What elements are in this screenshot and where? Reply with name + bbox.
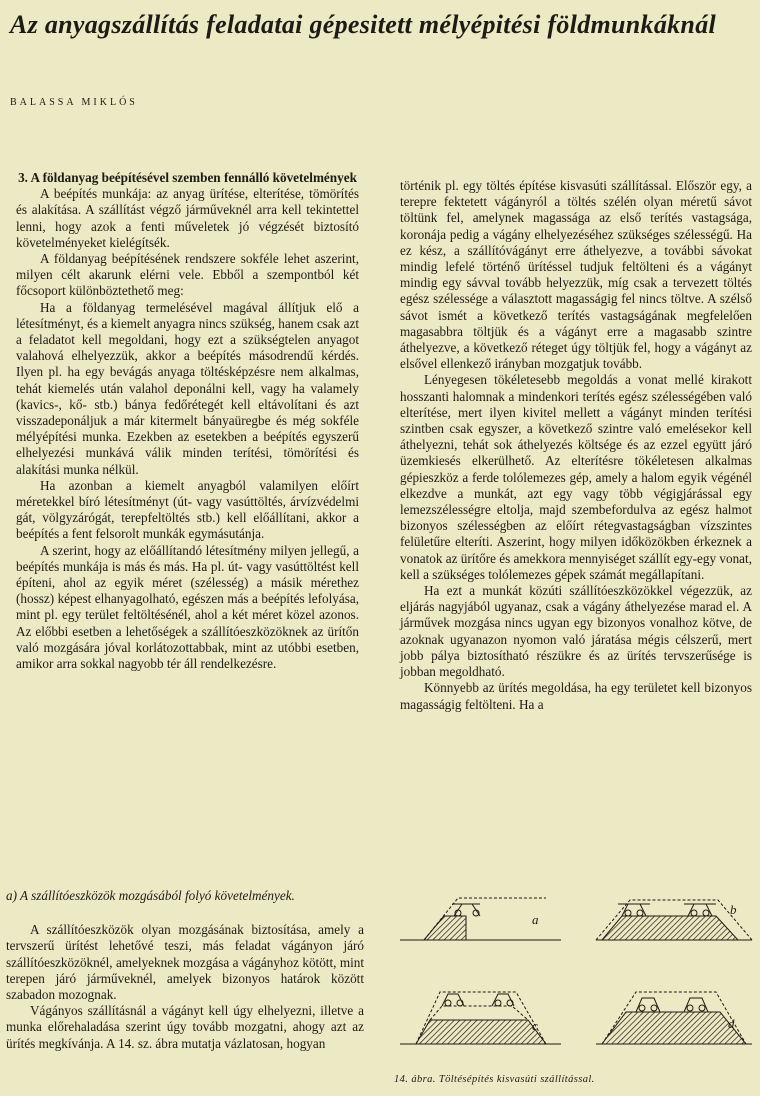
paragraph: A beépítés munkája: az anyag ürítése, elterítése, tömörítés és alakítása. A szállítást végző járműveknél arra kell tekintettel lenni, hogy azok a fenti műveletek jó végzését biztosító követelményeket kielégítsék. xyxy=(16,186,359,250)
paragraph: Lényegesen tökéletesebb megoldás a vonat mellé kirakott hosszanti halomnak a mindenkori terítés egész szélességében való elterítése, mert ilyen kivitel mellett a vágányt minden terítési szintben csak egyszer, a következő szintre való emelésekor kell áthelyezni, tehát sok áthelyezés költsége és az ezzel együtt járó üzemkiesés elkerülhető. Az elterítésre tökéletesen alkalmas gépieszköz a ferde tolólemezes gép, amely a halom egyik végénél elkezdve a munkát, azt egy vagy több végigjárással egy lemezszélességre eltolja, majd szembefordulva az egész halmot bizonyos szélességben az előírt rétegvastagságban vízszintes felületűre elteríti. Aszerint, hogy milyen időközökben érkeznek a vonatok az ürítőre és amekkora mennyiséget szállít egy-egy vonat, kell a szükséges tolólemezes gépek számát megállapítani. xyxy=(400,372,752,582)
right-column xyxy=(400,178,752,713)
panel-label-a: a xyxy=(532,912,539,927)
paragraph: A földanyag beépítésének rendszere sokféle lehet aszerint, milyen célt akarunk elérni vele. Ebből a szempontból két főcsoport különböztethető meg: xyxy=(16,251,359,299)
paragraph: Ha azonban a kiemelt anyagból valamilyen előírt méretekkel bíró létesítményt (út- vagy vasúttöltés, árvízvédelmi gát, völgyzárógát, terepfeltöltés stb.) kell előállítani, akkor a beépítés a fent felsorolt munkák egymásutánja. xyxy=(16,477,359,542)
author-name: BALASSA MIKLÓS xyxy=(10,97,138,108)
embankment-figure xyxy=(396,880,756,1062)
figure-caption: 14. ábra. Töltésépítés kisvasúti szállítással. xyxy=(394,1074,595,1085)
paragraph: A szállítóeszközök olyan mozgásának biztosítása, amely a tervszerű ürítést lehetővé teszi, más feladat vágányon járó szállítóeszközöknél, amelyeknek mozgása a vágányhoz kötött, mint terepen járó járműveknél, amelyek bizonyos határok között szabadon mozognak. xyxy=(6,922,364,1003)
paragraph: Ha a földanyag termelésével magával állítjuk elő a létesítményt, és a kiemelt anyagra nincs szükség, hanem csak azt a feladatot kell megoldani, hogy ezt a szükségtelen anyagot valahová elhelyezzük, akkor a beépítés másodrendű kérdés. Ilyen pl. ha egy bevágás anyaga töltésképzésre nem alkalmas, tehát kiemelés után valahol deponálni kell, vagy ha valamely (kavics-, kő- stb.) bánya fedőrétegét kell eltávolítani és azt visszadeponáljuk a már kitermelt bányaüregbe és még sokféle mélyépítési munka. Ezekben az esetekben a beépítés egyszerű elhelyezési munkává válik minden terítési, tömörítési és alakítási munka nélkül. xyxy=(16,299,359,477)
article-title: Az anyagszállítás feladatai gépesitett mélyépitési földmunkáknál xyxy=(10,10,717,39)
paragraph: történik pl. egy töltés építése kisvasúti szállítással. Először egy, a terepre fektetett vágányról a töltés szélén olyan méretű sávot töltünk fel, amelynek magassága az első terítés vastagsága, koronája pedig a vágány elhelyezéséhez szükséges szélességű. Ha ez kész, a szállítóvágányt erre áthelyezve, a további sávokat mindig lefelé történő ürítéssel tudjuk feltölteni és a vágányt mindig egy sávval tovább helyezzük, míg csak a tervezett töltés egész szélessége a választott magasságig fel nincs töltve. A szélső sávot ismét a következő terítés vastagságának megfelelően magasabbra töltjük és a vágányt erre a magasabb szintre áthelyezve, a következő réteget úgy töltjük fel, hogy a vágányt az elsővel ellenkező irányban mozgatjuk tovább. xyxy=(400,178,752,372)
left-column xyxy=(16,170,359,672)
panel-label-c: c xyxy=(532,1018,538,1033)
embankment-diagram xyxy=(396,880,756,1062)
panel-label-b: b xyxy=(730,902,737,917)
paragraph: Könnyebb az ürítés megoldása, ha egy területet kell bizonyos magasságig feltölteni. Ha a xyxy=(400,680,752,712)
lower-left-block xyxy=(6,888,364,1052)
paragraph: Ha ezt a munkát közúti szállítóeszközökkel végezzük, az eljárás nagyjából ugyanaz, csak a vágány áthelyezése marad el. A járművek mozgása nincs ugyan egy bizonyos vonalhoz kötve, de azoknak ugyanazon nyomon való járatása mégis célszerű, mert jobb pálya biztosítható részükre és az ürítés tervszerűsége is jobban megoldható. xyxy=(400,583,752,680)
section-heading: 3. A földanyag beépítésével szemben fennálló követelmények xyxy=(18,170,357,185)
panel-label-d: d xyxy=(728,1016,735,1031)
subsection-heading: a) A szállítóeszközök mozgásából folyó követelmények. xyxy=(6,888,295,903)
panel-b-sketch xyxy=(596,900,752,940)
paragraph: A szerint, hogy az előállítandó létesítmény milyen jellegű, a beépítés munkája is más és más. Ha pl. út- vagy vasúttöltést kell építeni, ahol az egyik méret (szélesség) a másik mérethez (hossz) képest elhanyagolható, egészen más a beépítés lefolyása, mint pl. egy terület feltöltésénél, ahol a két méret közel azonos. Az előbbi esetben a lehetőségek a szállítóeszközöknek az ürítőn való mozgására jóval korlátozottabbak, mint az utóbbi esetben, amikor arra sokkal nagyobb tér áll rendelkezésre. xyxy=(16,542,359,672)
paragraph: Vágányos szállításnál a vágányt kell úgy elhelyezni, illetve a munka előrehaladása szerint úgy tovább mozgatni, ahogy azt az ürítés megkívánja. A 14. sz. ábra mutatja vázlatosan, hogyan xyxy=(6,1003,364,1051)
